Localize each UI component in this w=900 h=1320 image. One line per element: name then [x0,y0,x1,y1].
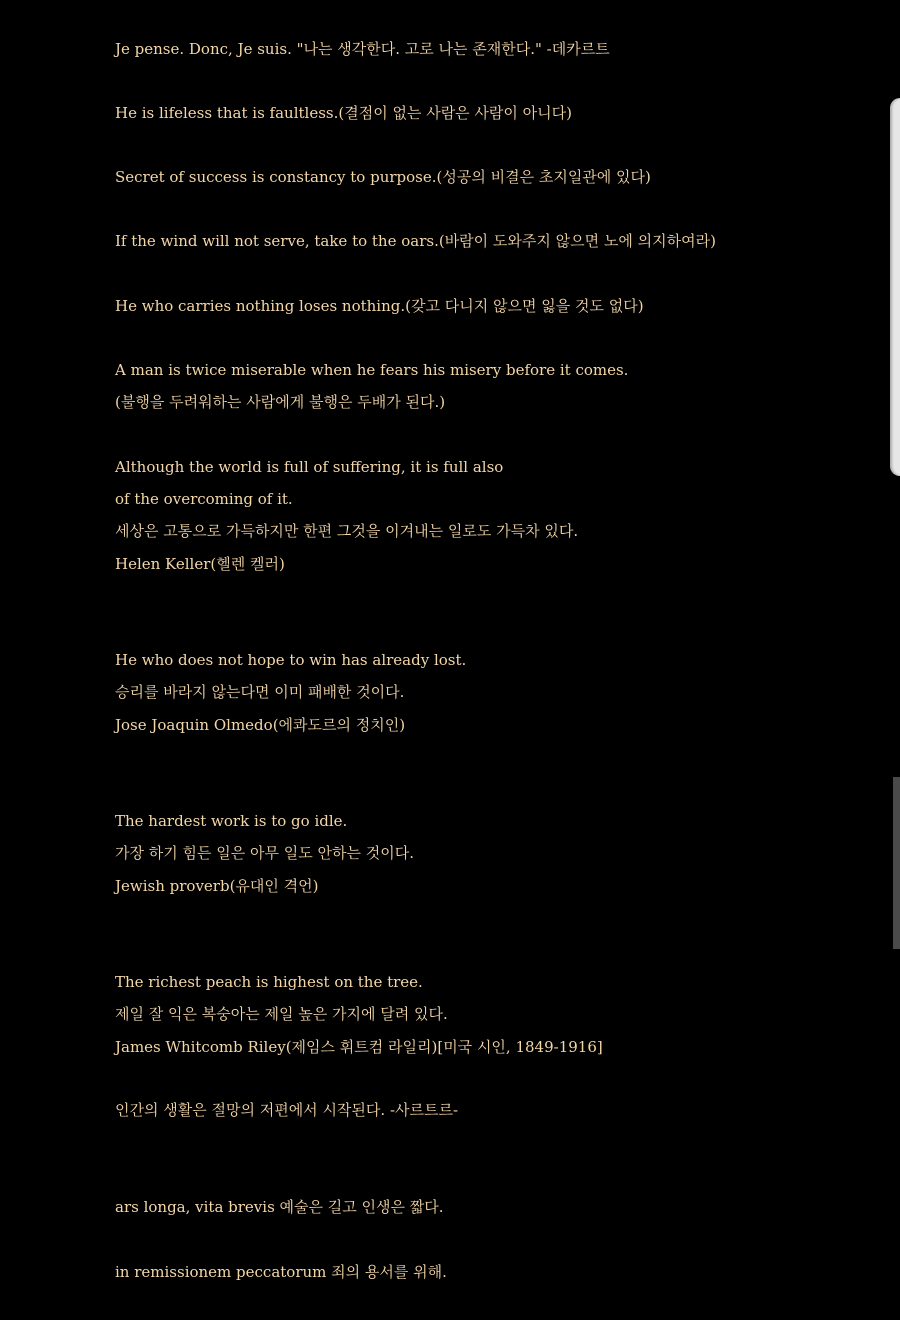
quote-line-remissionem: in remissionem peccatorum 죄의 용서를 위해. [115,1263,447,1281]
quote-line-peach: The richest peach is highest on the tree. [115,973,423,991]
quote-line-keller-author: Helen Keller(헬렌 켈러) [115,555,285,573]
quote-line-olmedo: He who does not hope to win has already lost. [115,651,467,669]
quote-line-keller-2: of the overcoming of it. [115,490,293,508]
quote-line-lifeless: He is lifeless that is faultless.(결점이 없는 사람은 사람이 아니다) [115,104,572,122]
quote-line-sartre: 인간의 생활은 절망의 저편에서 시작된다. -사르트르- [115,1101,459,1119]
quote-line-olmedo-author: Jose Joaquin Olmedo(에콰도르의 정치인) [115,716,406,734]
quote-line-idle-korean: 가장 하기 힘든 일은 아무 일도 안하는 것이다. [115,844,414,862]
edge-panel-handle[interactable] [890,98,900,476]
quote-line-olmedo-korean: 승리를 바라지 않는다면 이미 패배한 것이다. [115,683,405,701]
quote-line-peach-author: James Whitcomb Riley(제임스 휘트컴 라일리)[미국 시인, 1849-1916] [115,1038,603,1056]
quote-line-ars-longa: ars longa, vita brevis 예술은 길고 인생은 짧다. [115,1198,444,1216]
quote-line-success: Secret of success is constancy to purpose.(성공의 비결은 초지일관에 있다) [115,168,651,186]
quote-line-peach-korean: 제일 잘 익은 복숭아는 제일 높은 가지에 달려 있다. [115,1005,448,1023]
quote-line-carries: He who carries nothing loses nothing.(갖고 다니지 않으면 잃을 것도 없다) [115,297,644,315]
quote-line-idle-author: Jewish proverb(유대인 격언) [115,877,319,895]
quote-line-wind: If the wind will not serve, take to the oars.(바람이 도와주지 않으면 노에 의지하여라) [115,232,716,250]
quote-line-keller-korean: 세상은 고통으로 가득하지만 한편 그것을 이겨내는 일로도 가득차 있다. [115,522,579,540]
quote-line-miserable-korean: (불행을 두려워하는 사람에게 불행은 두배가 된다.) [115,393,446,411]
quote-line-miserable: A man is twice miserable when he fears his misery before it comes. [115,361,629,379]
quote-line-descartes: Je pense. Donc, Je suis. "나는 생각한다. 고로 나는 존재한다." -데카르트 [115,40,610,58]
scrollbar-thumb[interactable] [893,777,900,949]
quote-line-idle: The hardest work is to go idle. [115,812,348,830]
quote-line-keller-1: Although the world is full of suffering, it is full also [115,458,504,476]
